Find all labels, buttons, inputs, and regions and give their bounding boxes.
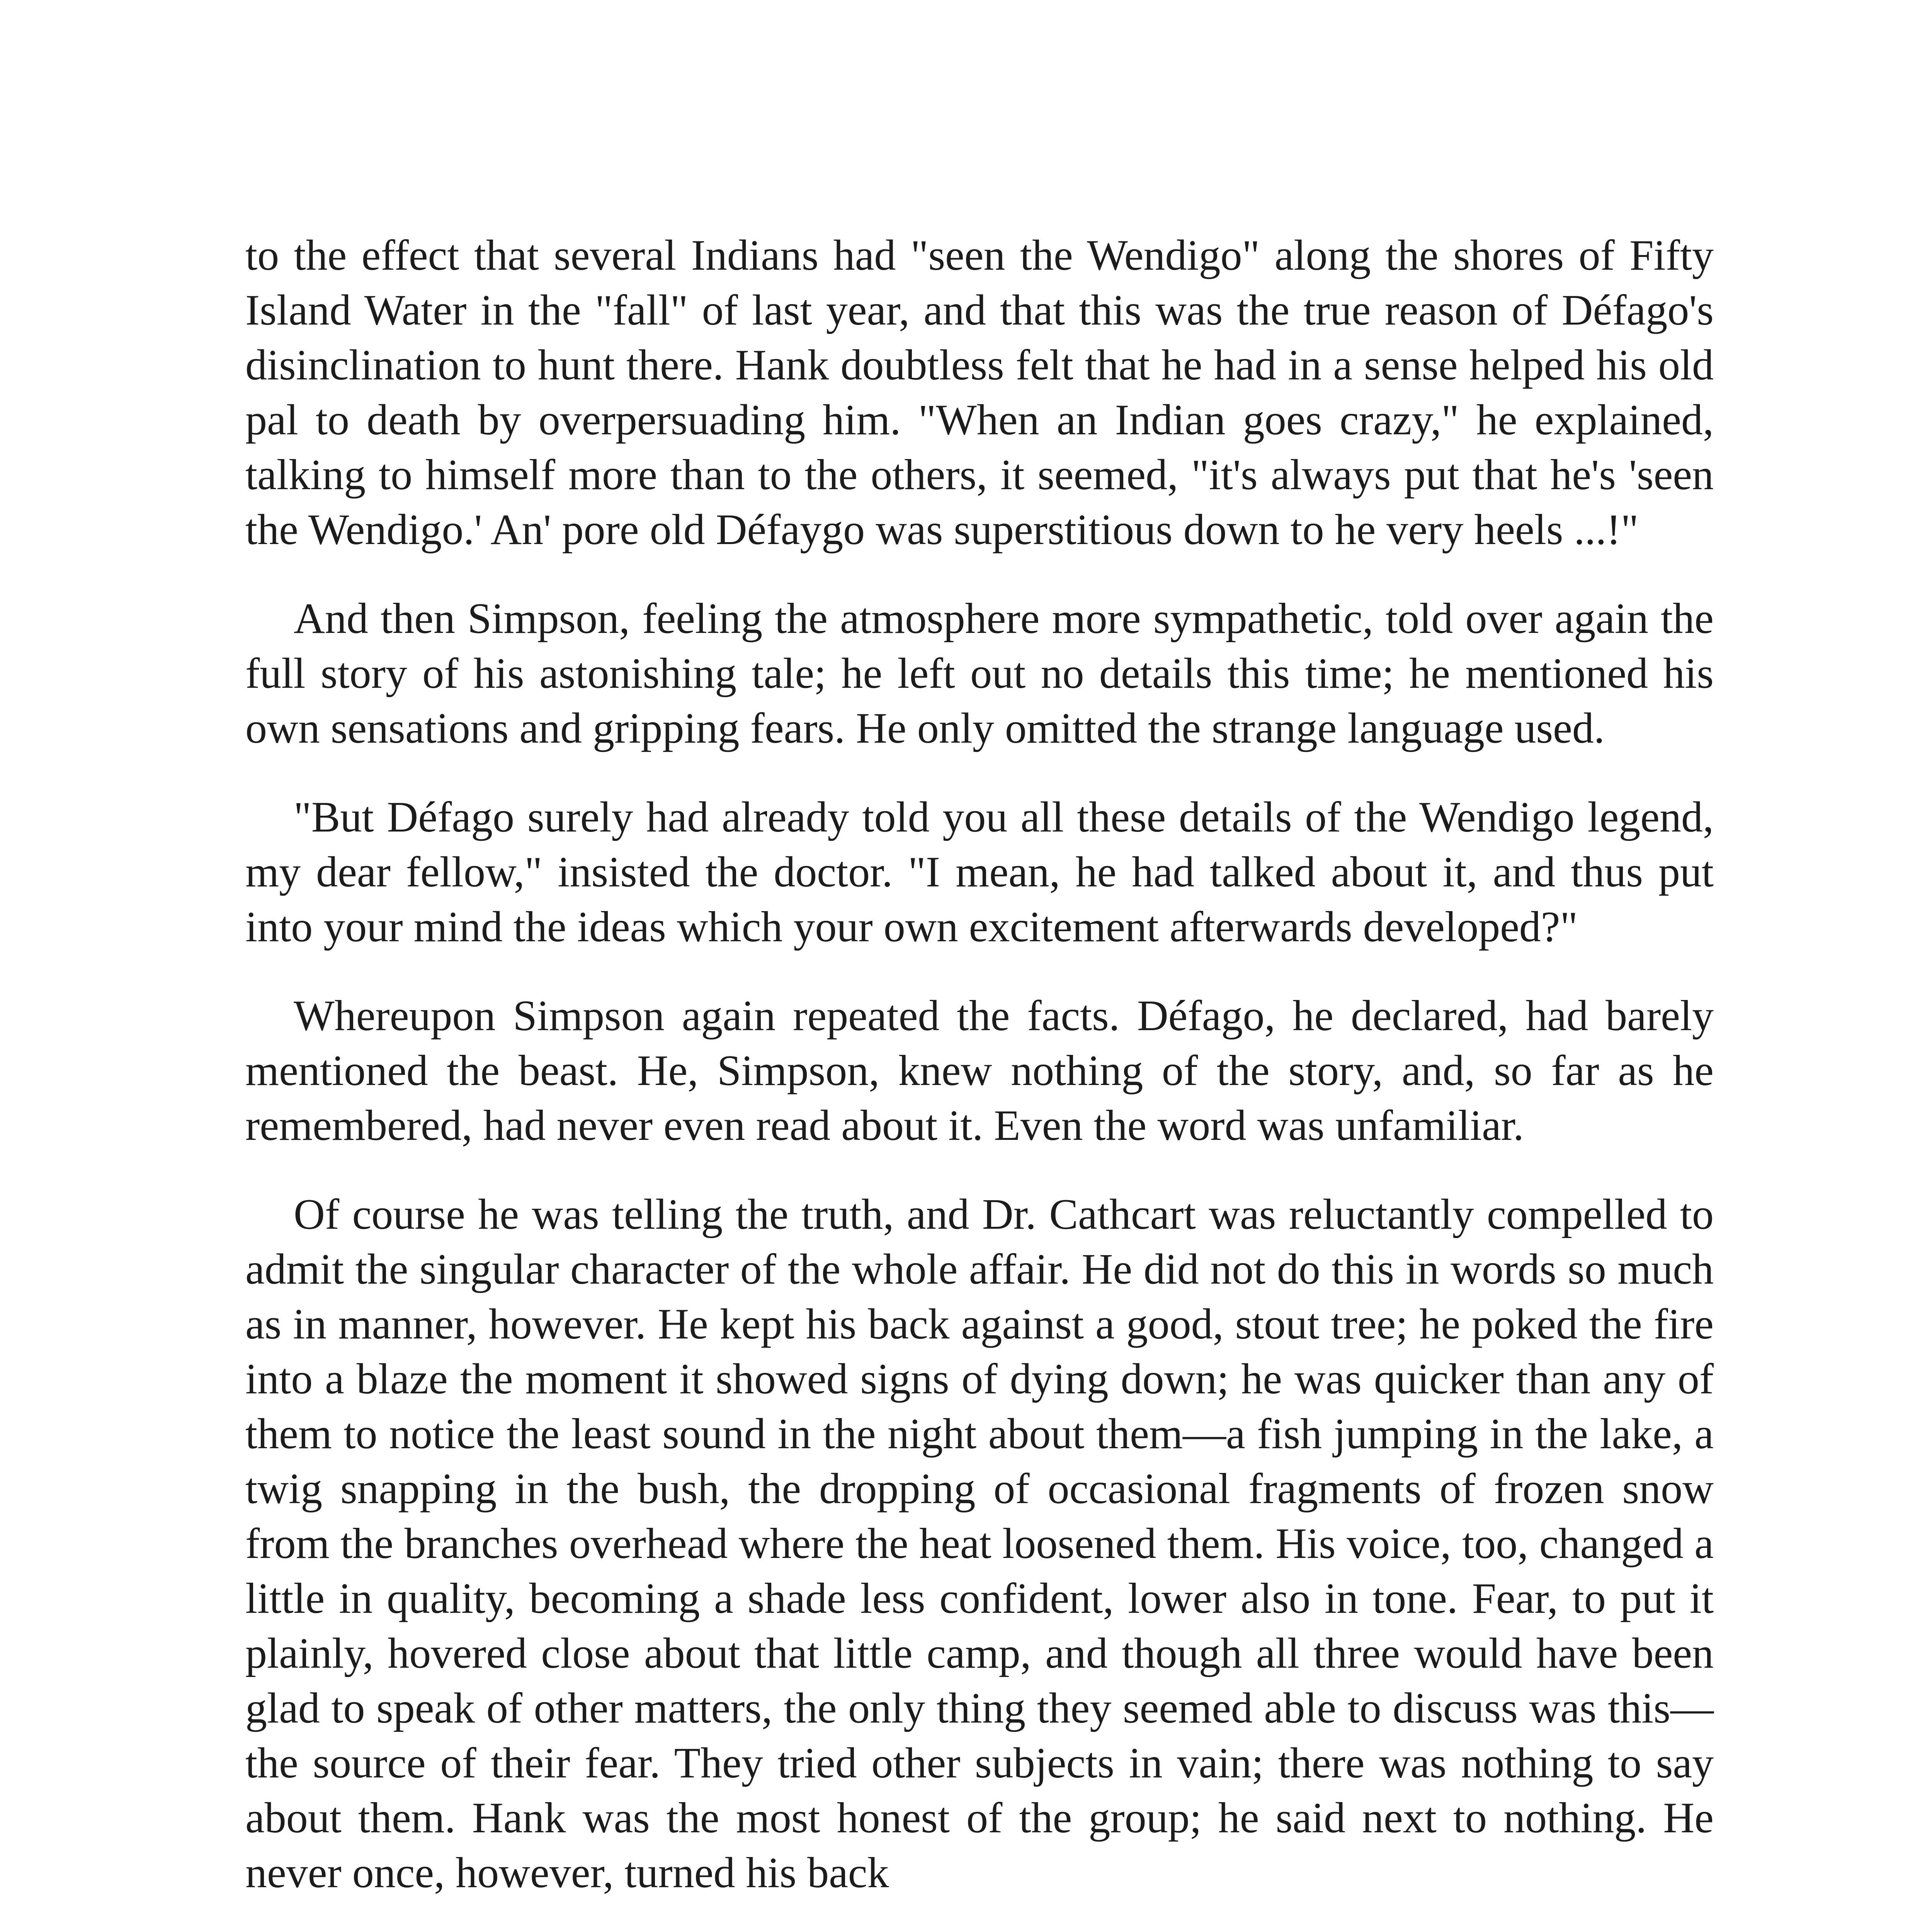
paragraph: "But Défago surely had already told you all these details of the Wendigo legend, my dear fellow," insisted the doctor. "I mean, he had talked about it, and thus put into your mind the ideas which your own excitement afterwards developed?" <box>245 793 1714 951</box>
paragraph: And then Simpson, feeling the atmosphere more sympathetic, told over again the full story of his astonishing tale; he left out no details this time; he mentioned his own sensations and gripping fears. He only omitted the strange language used. <box>245 595 1714 752</box>
body-text <box>245 228 1714 1932</box>
paragraph: Of course he was telling the truth, and Dr. Cathcart was reluctantly compelled to admit the singular character of the whole affair. He did not do this in words so much as in manner, however. He kept his back against a good, stout tree; he poked the fire into a blaze the moment it showed signs of dying down; he was quicker than any of them to notice the least sound in the night about them—a fish jumping in the lake, a twig snapping in the bush, the dropping of occasional fragments of frozen snow from the branches overhead where the heat loosened them. His voice, too, changed a little in quality, becoming a shade less confident, lower also in tone. Fear, to put it plainly, hovered close about that little camp, and though all three would have been glad to speak of other matters, the only thing they seemed able to discuss was this—the source of their fear. They tried other subjects in vain; there was nothing to say about them. Hank was the most honest of the group; he said next to nothing. He never once, however, turned his back <box>245 1190 1714 1897</box>
paragraph: Whereupon Simpson again repeated the facts. Défago, he declared, had barely mentioned the beast. He, Simpson, knew nothing of the story, and, so far as he remembered, had never even read about it. Even the word was unfamiliar. <box>245 992 1714 1150</box>
paragraph-continued: to the effect that several Indians had "seen the Wendigo" along the shores of Fifty Island Water in the "fall" of last year, and that this was the true reason of Défago's disinclination to hunt there. Hank doubtless felt that he had in a sense helped his old pal to death by overpersuading him. "When an Indian goes crazy," he explained, talking to himself more than to the others, it seemed, "it's always put that he's 'seen the Wendigo.' An' pore old Défaygo was superstitious down to he very heels ...!" <box>245 231 1714 554</box>
